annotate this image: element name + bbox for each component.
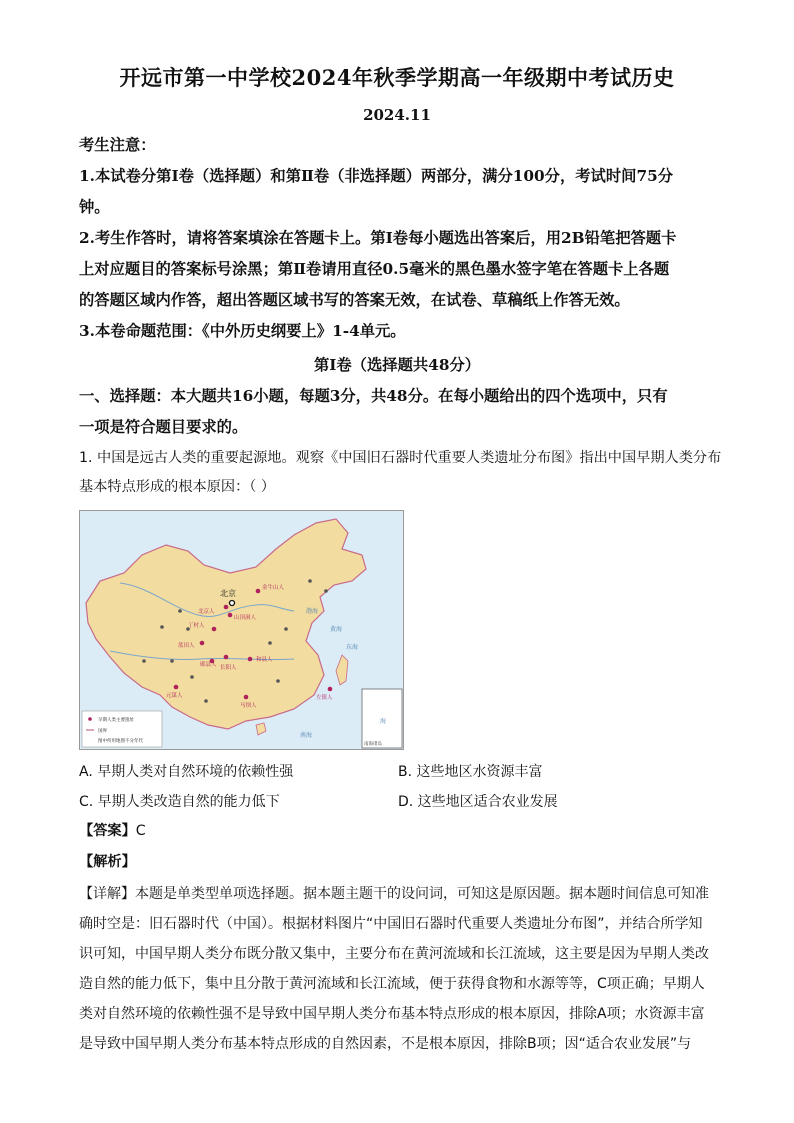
notice-line-2a: 2.考生作答时，请将答案填涂在答题卡上。第Ⅰ卷每小题选出答案后，用2B铅笔把答题卡 xyxy=(79,229,677,247)
notice-line-1b: 钟。 xyxy=(79,198,110,216)
site-label-6: 长阳人 xyxy=(220,665,237,671)
beijing-marker xyxy=(230,601,235,606)
site-label-10: 左镇人 xyxy=(316,695,333,701)
site-label-1: 北京人 xyxy=(198,609,215,615)
site-label-0: 金牛山人 xyxy=(262,585,285,591)
detail-line-4: 类对自然环境的依赖性强不是导致中国早期人类分布基本特点形成的根本原因，排除A项；水资源丰富 xyxy=(79,1006,705,1022)
legend-item-0: 早期人类主要遗址 xyxy=(98,718,134,723)
site-label-9: 马坝人 xyxy=(240,703,257,709)
sea-label-1: 黄海 xyxy=(330,626,343,633)
analysis-line xyxy=(79,849,136,875)
section-instructions-a: 一、选择题：本大题共16小题，每题3分，共48分。在每小题给出的四个选项中，只有 xyxy=(79,387,668,405)
inset-label: 南海诸岛 xyxy=(364,742,382,747)
detail-line-1: 确时空是：旧石器时代（中国）。根据材料图片“中国旧石器时代重要人类遗址分布图”，并结合所学知 xyxy=(79,916,703,932)
site-label-2: 山顶洞人 xyxy=(234,615,257,621)
question-1-stem-b: 基本特点形成的根本原因：（ ） xyxy=(79,479,276,495)
map-legend xyxy=(82,711,162,747)
answer-line xyxy=(79,818,146,844)
legend-item-1: 国界 xyxy=(98,729,107,734)
sea-label-0: 渤海 xyxy=(306,608,319,615)
notice-heading: 考生注意： xyxy=(79,136,156,154)
option-c: C. 早期人类改造自然的能力低下 xyxy=(79,794,280,810)
site-label-5: 郧县人 xyxy=(200,662,217,668)
detail-line-2: 识可知，中国早期人类分布既分散又集中，主要分布在黄河流域和长江流域，这主要是因为早期人类改 xyxy=(79,946,709,962)
detail-line-3: 造自然的能力低下，集中且分散于黄河流域和长江流域，便于获得食物和水源等等，C项正确；早期人 xyxy=(79,976,705,992)
sea-label-4: 海 xyxy=(380,718,387,725)
site-label-4: 蓝田人 xyxy=(178,643,195,649)
question-1-stem-a: 1. 中国是远古人类的重要起源地。观察《中国旧石器时代重要人类遗址分布图》指出中国早期人类分布 xyxy=(79,450,722,466)
detail-line-0: 【详解】本题是单类型单项选择题。据本题主题干的设问词，可知这是原因题。据本题时间信息可知准 xyxy=(79,886,709,902)
notice-line-3: 3.本卷命题范围：《中外历史纲要上》1-4单元。 xyxy=(79,322,406,340)
section-instructions-b: 一项是符合题目要求的。 xyxy=(79,418,248,436)
notice-line-2c: 的答题区域内作答，超出答题区域书写的答案无效，在试卷、草稿纸上作答无效。 xyxy=(79,291,630,309)
option-a: A. 早期人类对自然环境的依赖性强 xyxy=(79,764,294,780)
site-distribution-map xyxy=(79,510,404,750)
detail-line-5: 是导致中国早期人类分布基本特点形成的自然因素，不是根本原因，排除B项；因“适合农业发展”与 xyxy=(79,1036,692,1052)
option-b: B. 这些地区水资源丰富 xyxy=(398,764,543,780)
exam-date: 2024.11 xyxy=(363,106,431,124)
sea-label-3: 南海 xyxy=(300,732,313,739)
answer-tag: 【答案】 xyxy=(79,823,136,839)
beijing-label: 北京 xyxy=(220,589,236,598)
exam-title: 开远市第一中学校2024年秋季学期高一年级期中考试历史 xyxy=(119,65,675,90)
site-label-3: 丁村人 xyxy=(188,623,205,629)
answer-value: C xyxy=(135,823,146,839)
analysis-tag: 【解析】 xyxy=(79,854,136,870)
site-label-7: 和县人 xyxy=(256,657,273,663)
section-title: 第Ⅰ卷（选择题共48分） xyxy=(313,356,481,374)
option-d: D. 这些地区适合农业发展 xyxy=(398,794,558,810)
sea-label-2: 东海 xyxy=(346,644,359,651)
legend-item-2: 图中所用地图不分年代 xyxy=(98,739,143,744)
notice-line-1a: 1.本试卷分第Ⅰ卷（选择题）和第Ⅱ卷（非选择题）两部分，满分100分，考试时间75分 xyxy=(79,167,674,185)
site-label-8: 元谋人 xyxy=(166,693,183,699)
notice-line-2b: 上对应题目的答案标号涂黑；第Ⅱ卷请用直径0.5毫米的黑色墨水签字笔在答题卡上各题 xyxy=(79,260,670,278)
map-graphic xyxy=(80,511,403,749)
